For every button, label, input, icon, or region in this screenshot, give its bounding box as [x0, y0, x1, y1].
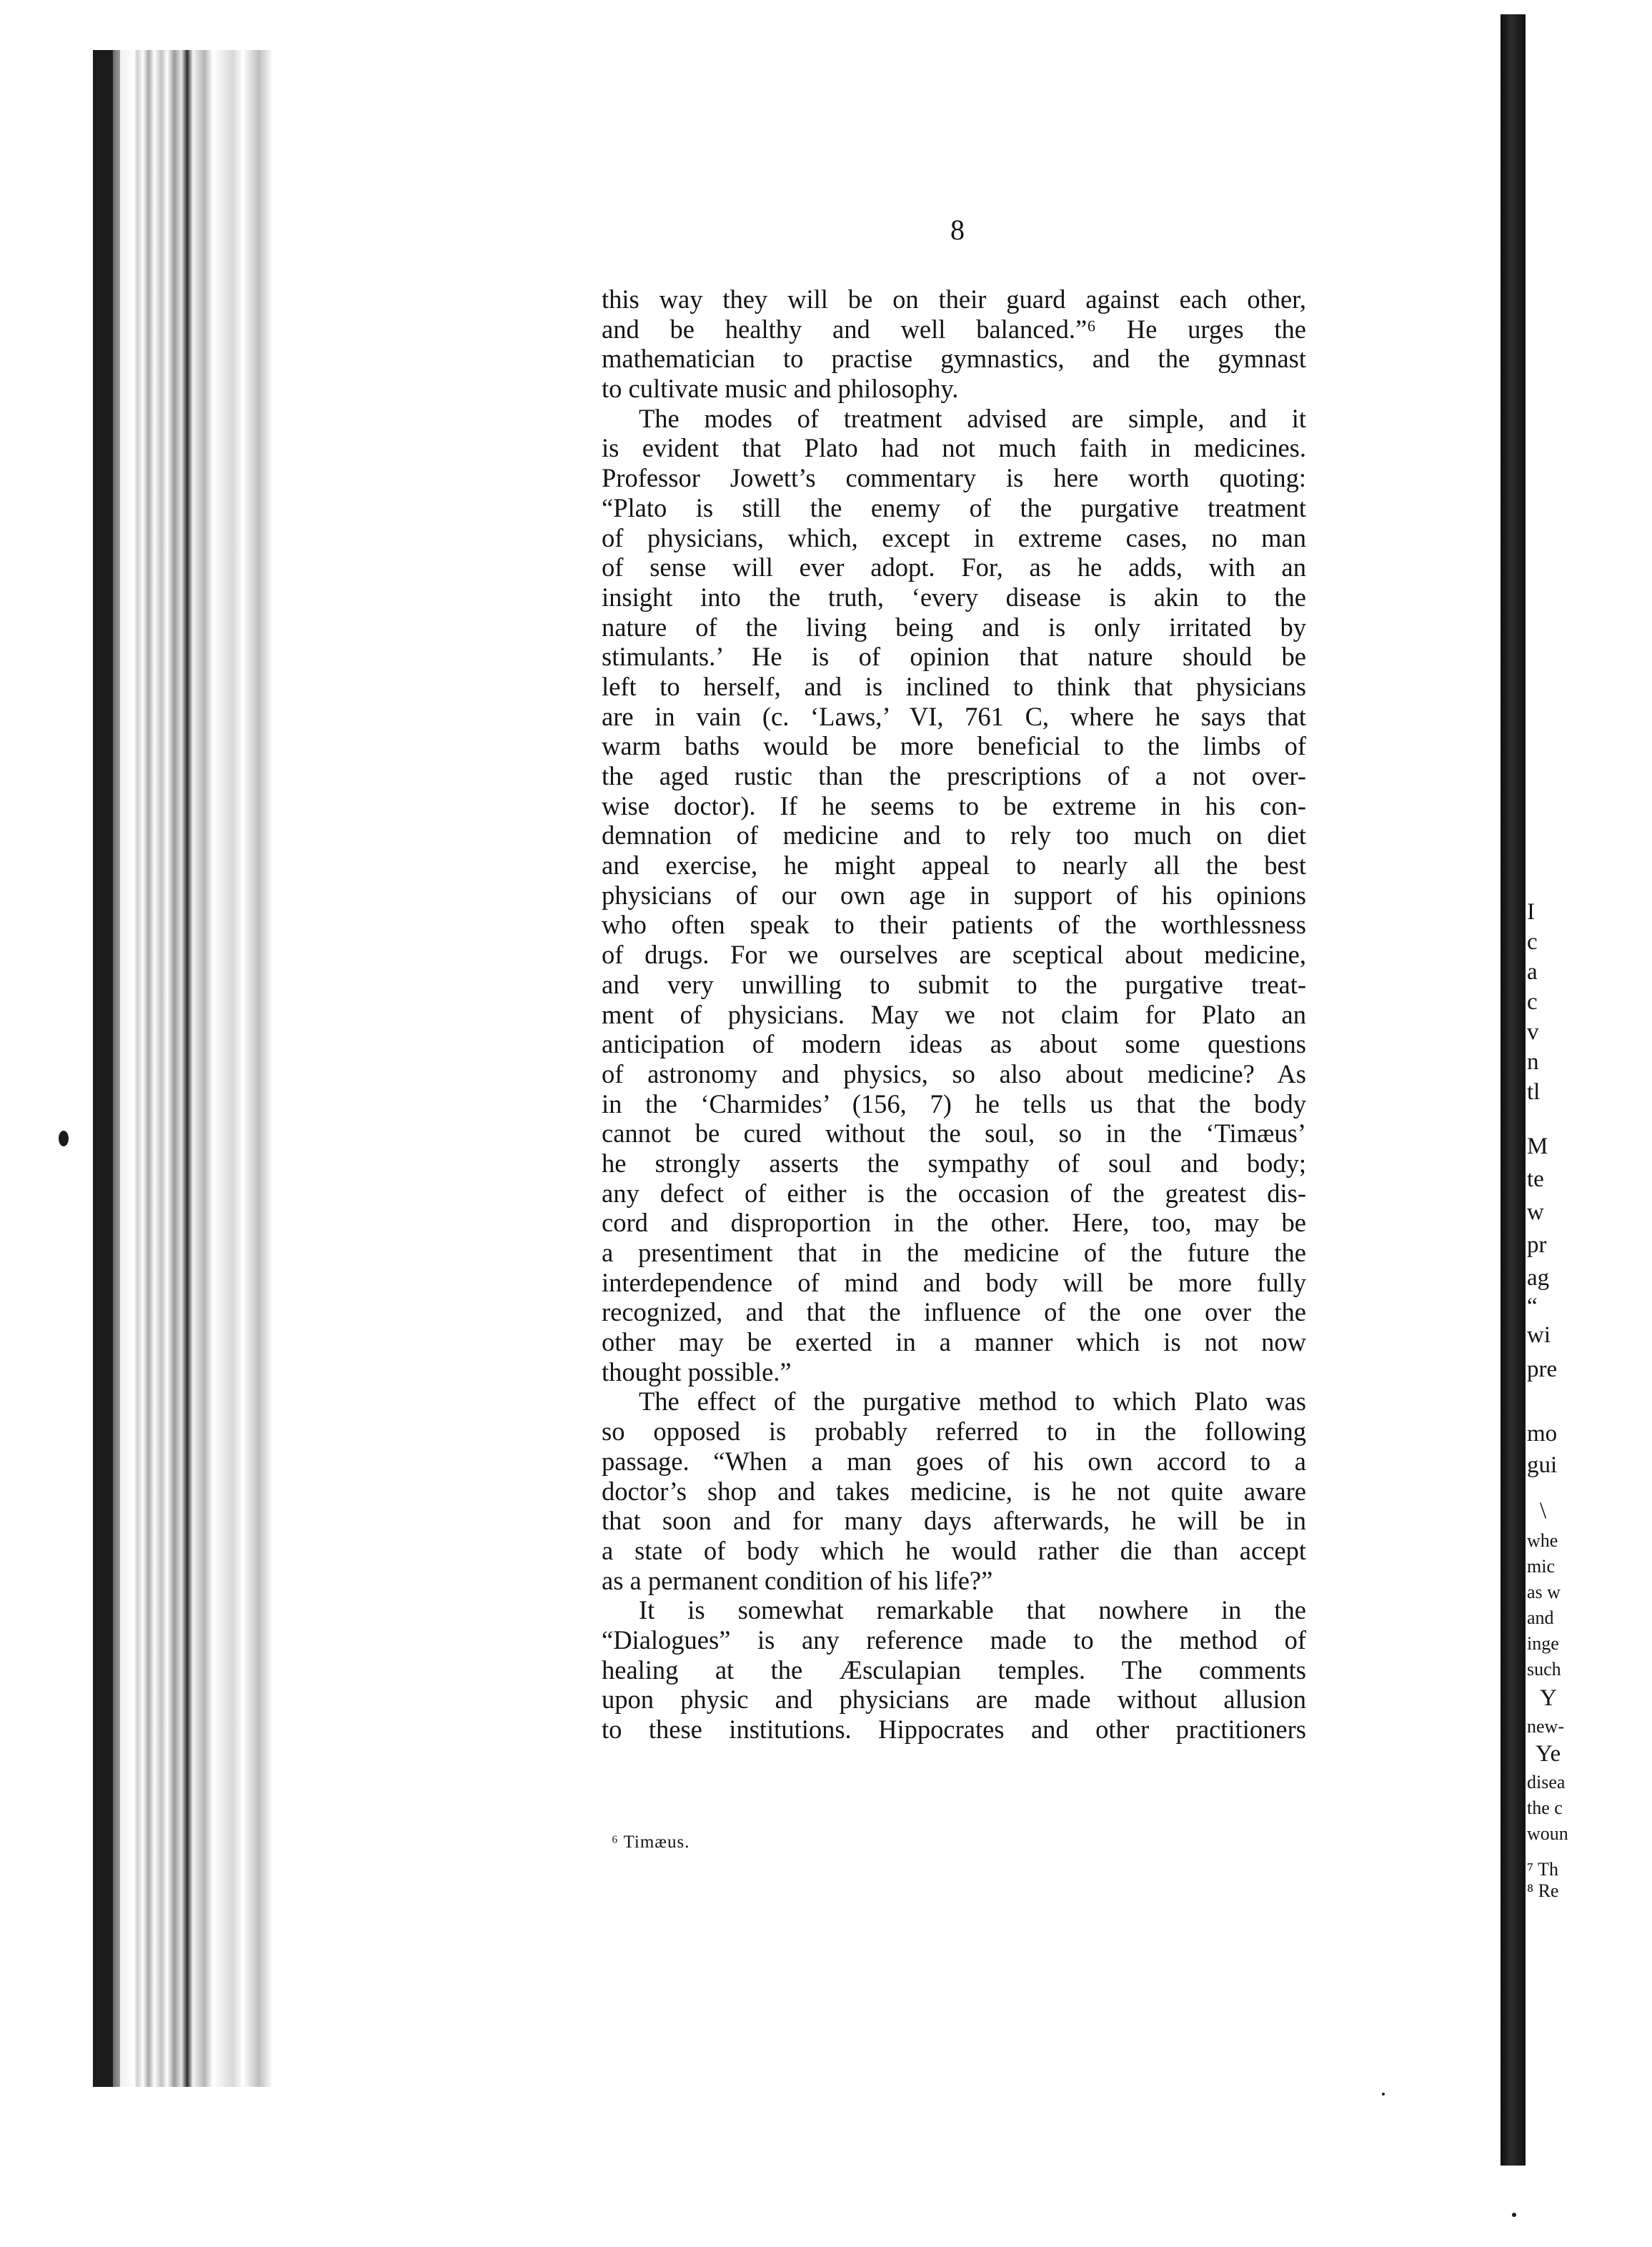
facing-page-fragment: wi: [1527, 1322, 1551, 1348]
text-line: cord and disproportion in the other. Here, too, may be: [602, 1208, 1306, 1238]
facing-page-fragment: ⁸ Re: [1527, 1880, 1559, 1901]
text-line: demnation of medicine and to rely too much on diet: [602, 820, 1306, 850]
text-line: nature of the living being and is only irritated by: [602, 612, 1306, 642]
text-line: that soon and for many days afterwards, he will be in: [602, 1506, 1306, 1536]
text-line: healing at the Æsculapian temples. The comments: [602, 1655, 1306, 1685]
text-line: a presentiment that in the medicine of the future the: [602, 1238, 1306, 1267]
text-line: thought possible.”: [602, 1356, 792, 1387]
text-line: of drugs. For we ourselves are sceptical about medicine,: [602, 940, 1306, 970]
text-line: recognized, and that the influence of the one over the: [602, 1297, 1306, 1327]
facing-page-fragment: \: [1540, 1498, 1547, 1524]
facing-page-fragment: c: [1527, 929, 1538, 955]
text-line: and very unwilling to submit to the purgative treat-: [602, 969, 1306, 999]
text-line: to these institutions. Hippocrates and other practitioners: [602, 1715, 1306, 1744]
text-line: any defect of either is the occasion of the greatest dis-: [602, 1178, 1306, 1208]
text-line: as a permanent condition of his life?”: [602, 1565, 993, 1595]
text-line: so opposed is probably referred to in the following: [602, 1417, 1306, 1447]
facing-page-fragment: w: [1527, 1199, 1544, 1225]
text-line: a state of body which he would rather die than accept: [602, 1535, 1306, 1565]
book-edge-stack: [93, 50, 272, 2087]
text-line: physicians of our own age in support of his opinions: [602, 880, 1306, 910]
text-line: other may be exerted in a manner which is not now: [602, 1327, 1306, 1357]
text-line: The modes of treatment advised are simple, and it: [639, 403, 1306, 433]
facing-page-fragment: n: [1527, 1049, 1539, 1075]
facing-page-fragment: the c: [1527, 1797, 1563, 1818]
text-line: cannot be cured without the soul, so in the ‘Timæus’: [602, 1118, 1306, 1149]
facing-page-fragment: I: [1527, 899, 1535, 925]
facing-page-fragment: ag: [1527, 1265, 1550, 1291]
footnote: ⁶ Timæus.: [612, 1832, 690, 1852]
text-line: insight into the truth, ‘every disease is akin to the: [602, 582, 1306, 612]
scan-speck: [1512, 2213, 1516, 2217]
text-line: It is somewhat remarkable that nowhere in the: [639, 1595, 1306, 1625]
facing-page-fragment: whe: [1527, 1530, 1558, 1551]
facing-page-fragment: and: [1527, 1607, 1554, 1628]
facing-page-fragment: as w: [1527, 1582, 1561, 1602]
text-line: the aged rustic than the prescriptions of a not over-: [602, 761, 1306, 790]
facing-page-fragment: Y: [1540, 1685, 1557, 1711]
text-line: and be healthy and well balanced.”⁶ He urges the: [602, 314, 1306, 344]
text-line: who often speak to their patients of the worthlessness: [602, 910, 1306, 940]
text-line: to cultivate music and philosophy.: [602, 374, 959, 404]
facing-page: [1526, 0, 1652, 2247]
body-text: [602, 284, 1306, 1745]
text-line: in the ‘Charmides’ (156, 7) he tells us that the body: [602, 1088, 1306, 1118]
facing-page-fragment: Ye: [1536, 1741, 1561, 1767]
text-line: warm baths would be more beneficial to the limbs of: [602, 731, 1306, 761]
scan-speck: [1382, 2093, 1385, 2095]
text-line: doctor’s shop and takes medicine, is he not quite aware: [602, 1476, 1306, 1506]
facing-page-fragment: such: [1527, 1659, 1561, 1680]
text-line: passage. “When a man goes of his own accord to a: [602, 1446, 1306, 1476]
text-line: of sense will ever adopt. For, as he adds, with an: [602, 552, 1306, 582]
facing-page-fragment: mo: [1527, 1421, 1558, 1447]
text-line: of physicians, which, except in extreme cases, no man: [602, 522, 1306, 552]
text-line: mathematician to practise gymnastics, and the gymnast: [602, 344, 1306, 374]
facing-page-fragment: woun: [1527, 1823, 1568, 1844]
text-line: Professor Jowett’s commentary is here worth quoting:: [602, 463, 1306, 493]
facing-page-fragment: inge: [1527, 1633, 1559, 1654]
facing-page-fragment: M: [1527, 1134, 1548, 1159]
text-line: upon physic and physicians are made without allusion: [602, 1685, 1306, 1715]
facing-page-fragment: mic: [1527, 1556, 1555, 1577]
facing-page-fragment: new-: [1527, 1716, 1564, 1737]
text-line: anticipation of modern ideas as about some questions: [602, 1029, 1306, 1059]
facing-page-fragment: te: [1527, 1166, 1544, 1192]
text-line: interdependence of mind and body will be more fully: [602, 1267, 1306, 1297]
text-line: ment of physicians. May we not claim for Plato an: [602, 999, 1306, 1029]
text-line: this way they will be on their guard against each other,: [602, 284, 1306, 314]
text-line: “Dialogues” is any reference made to the method of: [602, 1625, 1306, 1655]
text-line: stimulants.’ He is of opinion that nature should be: [602, 642, 1306, 672]
facing-page-fragment: disea: [1527, 1772, 1566, 1792]
text-line: and exercise, he might appeal to nearly all the best: [602, 850, 1306, 881]
facing-page-fragment: pre: [1527, 1356, 1558, 1382]
text-line: he strongly asserts the sympathy of soul and body;: [602, 1148, 1306, 1178]
facing-page-fragment: c: [1527, 989, 1538, 1015]
facing-page-fragment: v: [1527, 1019, 1539, 1045]
book-gutter: [1501, 14, 1526, 2166]
text-line: The effect of the purgative method to which Plato was: [639, 1387, 1306, 1417]
page-number: 8: [950, 214, 965, 246]
text-line: “Plato is still the enemy of the purgative treatment: [602, 492, 1306, 522]
facing-page-fragment: pr: [1527, 1232, 1547, 1258]
text-line: of astronomy and physics, so also about medicine? As: [602, 1058, 1306, 1088]
text-line: is evident that Plato had not much faith in medicines.: [602, 433, 1306, 463]
facing-page-fragment: ⁷ Th: [1527, 1859, 1558, 1880]
facing-page-fragment: gui: [1527, 1452, 1558, 1478]
text-line: are in vain (c. ‘Laws,’ VI, 761 C, where he says that: [602, 701, 1306, 731]
facing-page-fragment: tl: [1527, 1079, 1541, 1105]
text-line: left to herself, and is inclined to think that physicians: [602, 671, 1306, 701]
facing-page-fragment: “: [1527, 1294, 1538, 1319]
text-line: wise doctor). If he seems to be extreme in his con-: [602, 790, 1306, 820]
facing-page-fragment: a: [1527, 959, 1538, 985]
scan-speck: [59, 1131, 69, 1146]
